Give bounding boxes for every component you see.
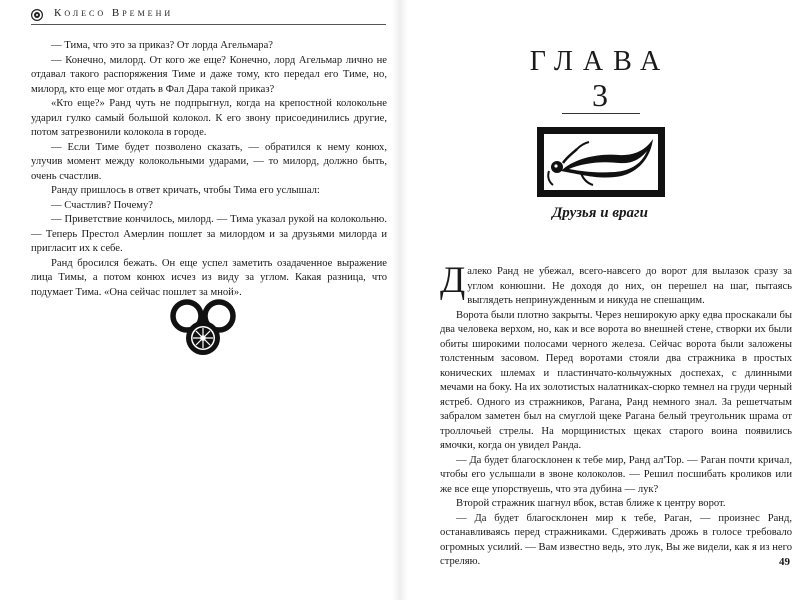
right-page [400,0,800,600]
paragraph: Второй стражник шагнул вбок, встав ближе к центру ворот. [456,498,726,509]
chapter-title: Друзья и враги [552,205,648,221]
running-head: Колесо Времени [54,7,174,19]
paragraph: — Да будет благосклонен мир к тебе, Раган, — произнес Ранд, останавливаясь перед стражниками. Сдерживать дрожь в голосе требовало огромных усилий. — Вам известно ведь, это лук, Вы же видели, как я из него стреляю. [440,512,792,567]
first-paragraph-text: алеко Ранд не убежал, всего-навсего до ворот для вылазок сразу за углом конюшни. Не доходя до них, он перешел на шаг, пытаясь выглядеть непринужденным и никуда не спешащим. [467,266,792,306]
paragraph: — Приветствие кончилось, милорд. — Тима указал рукой на колокольню. — Теперь Престол Амерлин пошлет за милордом и за друзьями милорда и пригласит их к себе. [31,214,387,254]
header-rule [31,24,386,25]
chapter-ornament-icon [537,127,665,197]
wheel-of-time-icon [31,9,43,21]
paragraph: Ранд бросился бежать. Он еще успел заметить озадаченное выражение лица Тимы, а потом конюх исчез из виду за углом. Какая разница, что подумает Тима. «Она сейчас пошлет за мной». [31,257,387,298]
paragraph: — Тима, что это за приказ? От лорда Агельмара? [51,40,274,51]
paragraph: «Кто еще?» Ранд чуть не подпрыгнул, когда на крепостной колокольне ударил гулко самый большой колокол. К его звону присоединились другие, потом затрезвонили колокола в городе. [31,98,387,138]
paragraph: — Если Тиме будет позволено сказать, — обратился к нему конюх, улучив момент между колокольными ударами, — то милорд, должно быть, очень счастлив. [31,141,387,182]
paragraph: — Конечно, милорд. От кого же еще? Конечно, лорд Агельмар лично не отдавал такого распоряжения Тиме и даже тому, кто передал его Тиме, но, милорд, кто еще мог отдать в Фал Дара такой приказ? [31,54,387,95]
paragraph: Ранду пришлось в ответ кричать, чтобы Тима его услышал: [51,185,320,196]
chapter-number: 3 [592,77,608,113]
page-number: 49 [779,556,790,568]
left-page-text [31,39,387,300]
paragraph: — Счастлив? Почему? [51,199,153,211]
chapter-label: ГЛАВА [529,46,671,77]
paragraph: — Да будет благосклонен к тебе мир, Ранд ал'Тор. — Раган почти кричал, чтобы его услышали в звоне колоколов. — Решил посшибать кроликов или же все еще упорствуешь, что эта дубина — лук? [440,454,792,495]
paragraph: Ворота были плотно закрыты. Через неширокую арку едва проскакали бы два человека верхом, но, как и все ворота во внешней стене, створки их были обиты широкими полосами черного железа. Сейчас ворота были заложены толстенным засовом. Перед воротами стояли два стражника в простых конических шлемах и пластинчато-кольчужных доспехах, с длинными мечами на боку. На их золотистых налатниках-сюрко темнел на груди черный ястреб. Одного из стражников, Рагана, Ранд немного знал. За решетчатым забралом заметен был на смуглой щеке Рагана белый треугольник шрама от троллочьей стрелы. На морщинистых щеках старого воина появились ямочки, когда он увидел Ранда. [440,309,792,451]
chapter-rule [562,113,640,114]
first-paragraph [440,260,792,309]
three-rings-emblem-icon [165,296,241,358]
drop-cap: Д [440,260,466,301]
right-page-text [440,260,792,570]
